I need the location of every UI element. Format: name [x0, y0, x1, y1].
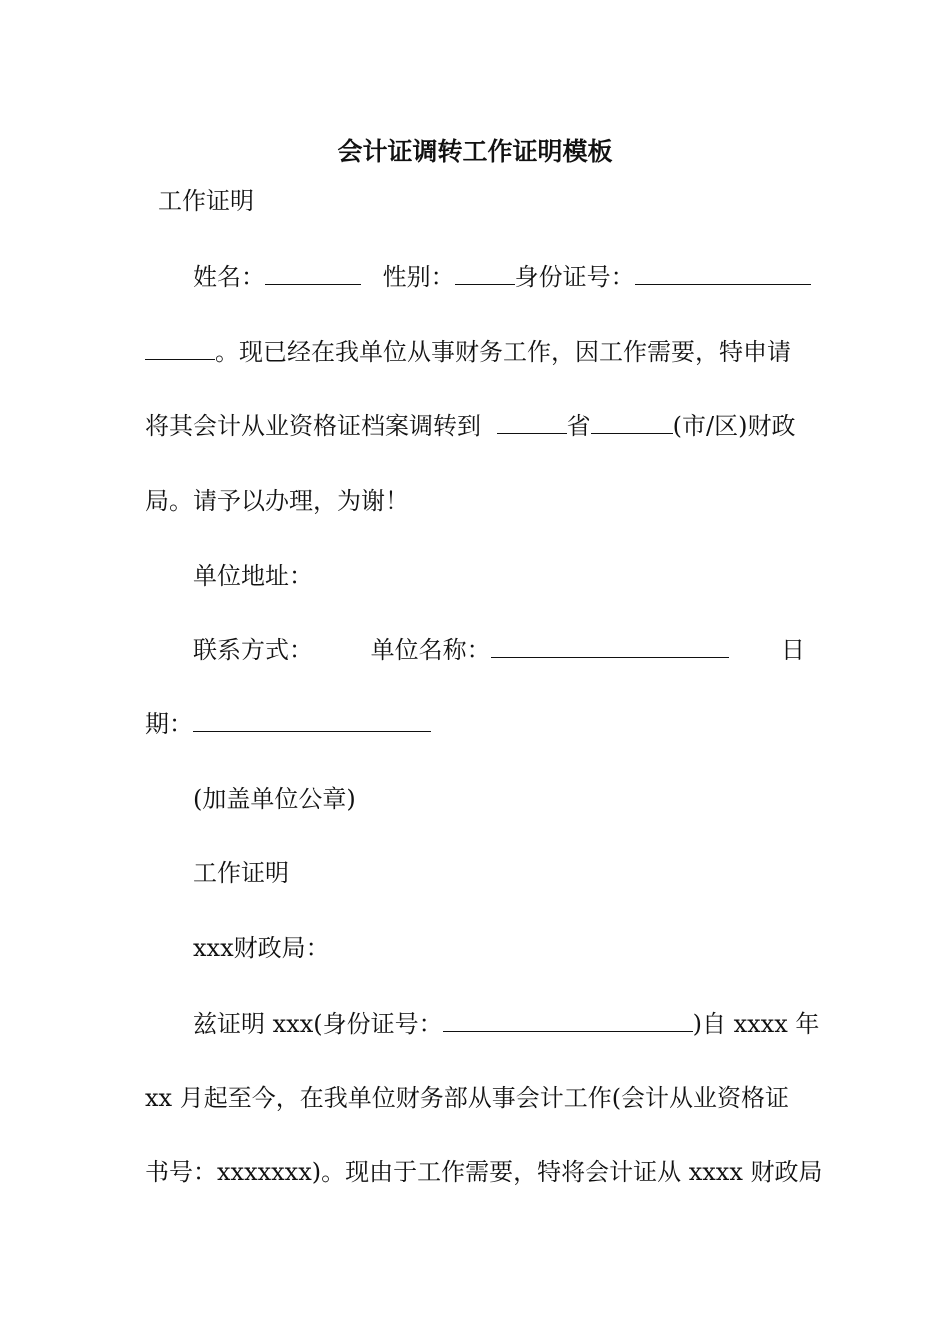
section-heading-work-certificate-2: 工作证明	[193, 859, 289, 887]
name-label: 姓名：	[193, 263, 265, 291]
form-line-contact-company	[193, 635, 805, 665]
contact-label: 联系方式：	[193, 636, 313, 664]
cert-line-1	[193, 1009, 820, 1039]
company-blank	[491, 635, 729, 658]
cert-line-1-text-a: 兹证明 xxx(身份证号：	[193, 1010, 443, 1038]
section-heading-work-certificate: 工作证明	[158, 187, 254, 215]
document-title: 会计证调转工作证明模板	[337, 137, 613, 166]
cert-id-blank	[443, 1009, 693, 1032]
seal-note: (加盖单位公章)	[193, 785, 356, 813]
id-blank-continued	[145, 337, 215, 360]
cert-line-2: xx 月起至今，在我单位财务部从事会计工作(会计从业资格证	[145, 1084, 790, 1112]
gender-label: 性别：	[382, 263, 455, 291]
form-line-name-gender-id	[193, 262, 805, 292]
form-line-3	[145, 411, 805, 441]
form-line-date	[145, 709, 805, 739]
id-blank	[635, 262, 811, 285]
form-line-3-text-a: 将其会计从业资格证档案调转到	[145, 412, 481, 440]
id-label: 身份证号：	[514, 263, 635, 291]
cert-line-3: 书号：xxxxxxx)。现由于工作需要，特将会计证从 xxxx 财政局	[145, 1158, 823, 1186]
province-label: 省	[566, 412, 591, 440]
province-blank	[497, 411, 567, 434]
cert-line-1-text-b: )自 xxxx 年	[692, 1010, 820, 1038]
addressee: xxx财政局：	[193, 934, 330, 962]
city-blank	[591, 411, 673, 434]
form-line-2	[145, 337, 805, 367]
gender-blank	[455, 262, 515, 285]
city-district-finance-label: (市/区)财政	[672, 412, 796, 440]
date-label-part1: 日	[781, 636, 805, 664]
name-blank	[265, 262, 361, 285]
date-label-part2: 期：	[145, 710, 193, 738]
form-line-2-text: 。现已经在我单位从事财务工作，因工作需要，特申请	[215, 338, 791, 366]
company-label: 单位名称：	[370, 636, 491, 664]
address-label: 单位地址：	[193, 562, 313, 590]
form-line-4: 局。请予以办理，为谢！	[145, 487, 409, 515]
date-blank	[193, 709, 431, 732]
